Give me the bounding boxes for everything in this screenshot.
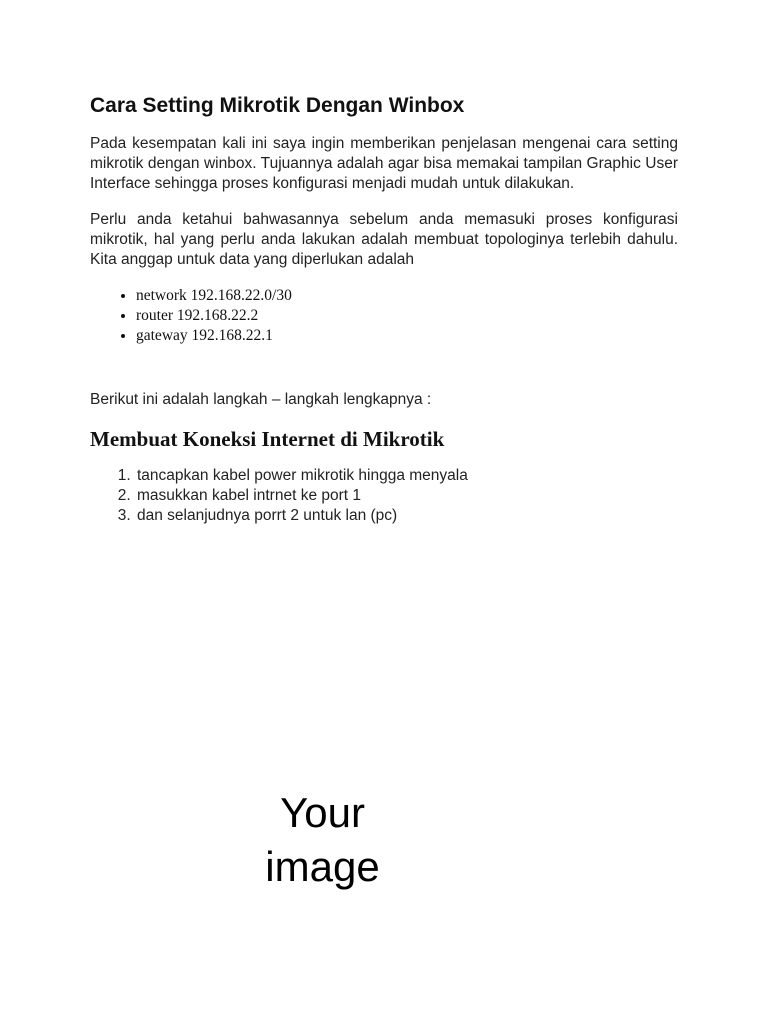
steps-list [90,466,678,526]
list-item: 3. dan selanjudnya porrt 2 untuk lan (pc) [135,506,678,526]
list-item: • router 192.168.22.2 [136,306,678,326]
steps-intro: Berikut ini adalah langkah – langkah lengkapnya : [90,391,432,409]
image-placeholder-line: image [265,843,380,890]
list-item: • network 192.168.22.0/30 [136,286,678,306]
image-placeholder-line: Your [280,789,365,836]
topology-paragraph: Perlu anda ketahui bahwasannya sebelum anda memasuki proses konfigurasi mikrotik, hal yang perlu anda lakukan adalah membuat topologinya terlebih dahulu. Kita anggap untuk data yang diperlukan adalah [90,211,678,269]
section-title: Membuat Koneksi Internet di Mikrotik [90,427,445,452]
list-item: 1. tancapkan kabel power mikrotik hingga menyala [135,466,678,486]
list-item: 2. masukkan kabel intrnet ke port 1 [135,486,678,506]
network-data-list [90,286,678,346]
document-title: Cara Setting Mikrotik Dengan Winbox [90,94,465,117]
list-item: • gateway 192.168.22.1 [136,326,678,346]
intro-paragraph: Pada kesempatan kali ini saya ingin memberikan penjelasan mengenai cara setting mikrotik dengan winbox. Tujuannya adalah agar bisa memakai tampilan Graphic User Interface sehingga proses konfigurasi menjadi mudah untuk dilakukan. [90,135,678,193]
image-placeholder [240,786,405,894]
document-body [90,92,678,526]
